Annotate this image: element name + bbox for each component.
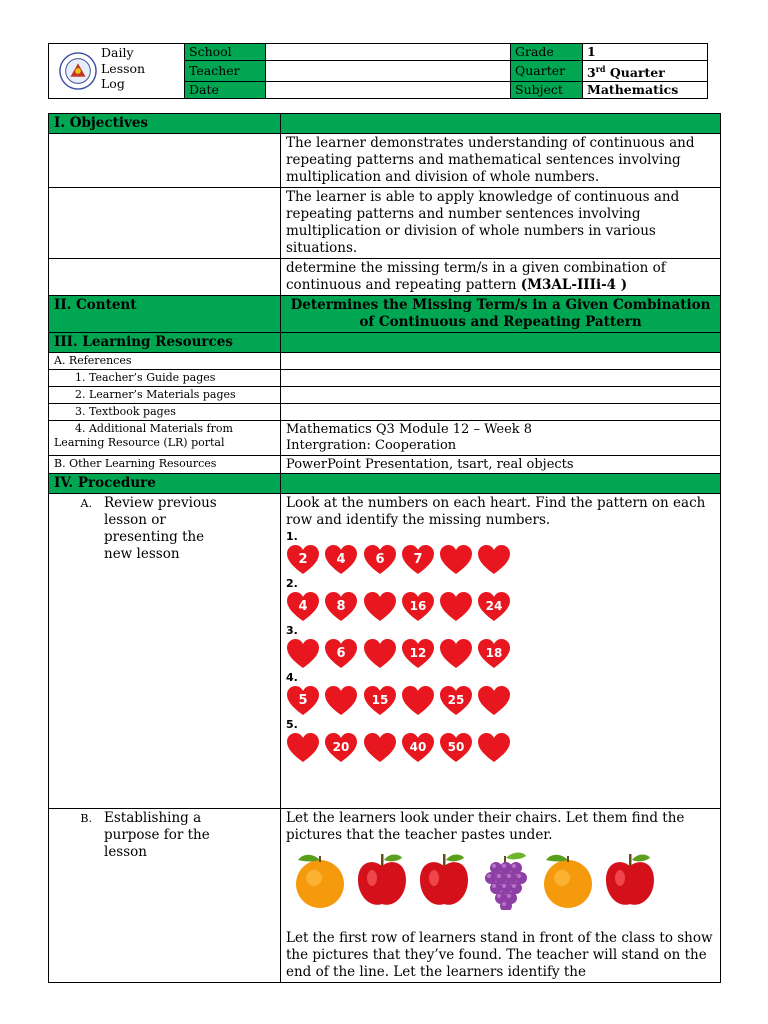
heart-number: 18 (486, 646, 503, 660)
heart-number: 12 (409, 646, 427, 660)
heart-row (286, 732, 715, 764)
heart-icon (477, 591, 511, 623)
additional-materials-value: Mathematics Q3 Module 12 – Week 8 Intergration: Cooperation (281, 421, 721, 456)
heart-number: 8 (336, 599, 346, 614)
heart-icon (439, 685, 473, 717)
grade-value: 1 (583, 44, 708, 61)
heart-row (286, 638, 715, 670)
quarter-label: Quarter (511, 61, 583, 82)
heart-icon (439, 591, 473, 623)
heart-icon (401, 544, 435, 576)
heart-number: 7 (413, 552, 423, 567)
learning-competency: determine the missing term/s in a given combination of continuous and repeating pattern (M3AL-IIIi-4 ) (281, 259, 721, 296)
heart-number: 4 (298, 599, 308, 614)
heart-number: 15 (371, 693, 388, 707)
deped-seal-icon (59, 52, 97, 90)
hearts-activity (286, 531, 715, 764)
objectives-row (49, 114, 721, 134)
heart-icon (401, 685, 435, 717)
content-heading: II. Content (49, 296, 281, 333)
heart-number: 5 (298, 693, 308, 708)
school-label: School (185, 44, 266, 61)
procedure-a-content: Look at the numbers on each heart. Find the pattern on each row and identify the missing numbers. 1. 2 4 6 7 2. 4 8 16 24 3. 6 12 18 4. 5 15 25 5. 20 40 50 (281, 494, 721, 809)
heart-row-number: 1. (286, 530, 298, 543)
apple-icon (352, 848, 412, 910)
subject-value: Mathematics (583, 82, 708, 99)
heart-icon (324, 638, 358, 670)
heart-number: 16 (409, 599, 427, 613)
heart-icon (286, 732, 320, 764)
orange-icon (538, 848, 598, 910)
heart-icon (477, 685, 511, 717)
heart-row (286, 544, 715, 576)
heart-icon (439, 732, 473, 764)
heart-icon (439, 544, 473, 576)
content-title: Determines the Missing Term/s in a Given Combination of Continuous and Repeating Pattern (281, 296, 721, 333)
heart-icon (363, 638, 397, 670)
heart-icon (286, 638, 320, 670)
performance-standard: The learner is able to apply knowledge of continuous and repeating patterns and number sentences involving multiplication or division of whole numbers in various situations. (281, 188, 721, 259)
date-value (266, 82, 511, 99)
fruit-pictures (290, 848, 715, 910)
heart-icon (439, 638, 473, 670)
heart-icon (401, 732, 435, 764)
heart-number: 2 (298, 552, 308, 567)
heart-row-number: 2. (286, 577, 298, 590)
procedure-b-label: B. Establishing a purpose for the lesson (49, 809, 281, 983)
teacher-value (266, 61, 511, 82)
teachers-guide-label: 1. Teacher’s Guide pages (49, 370, 281, 387)
heart-number: 6 (375, 552, 385, 567)
quarter-value: 3rd Quarter (583, 61, 708, 82)
heart-icon (363, 544, 397, 576)
grade-label: Grade (511, 44, 583, 61)
lesson-table (48, 113, 721, 983)
heart-icon (324, 732, 358, 764)
heart-icon (477, 732, 511, 764)
objectives-heading: I. Objectives (49, 114, 281, 134)
heart-icon (324, 591, 358, 623)
other-resources-value: PowerPoint Presentation, tsart, real objects (281, 456, 721, 474)
heart-number: 50 (447, 740, 465, 754)
heart-icon (286, 591, 320, 623)
apple-icon (600, 848, 660, 910)
heart-icon (324, 685, 358, 717)
heart-icon (363, 732, 397, 764)
heart-number: 24 (486, 599, 503, 613)
heart-number: 4 (336, 552, 346, 567)
heart-row-number: 4. (286, 671, 298, 684)
heart-number: 20 (332, 740, 350, 754)
apple-icon (414, 848, 474, 910)
heart-icon (363, 685, 397, 717)
heart-row-number: 5. (286, 718, 298, 731)
textbook-label: 3. Textbook pages (49, 404, 281, 421)
other-resources-label: B. Other Learning Resources (49, 456, 281, 474)
additional-materials-label: 4. Additional Materials from Learning Resource (LR) portal (49, 421, 281, 456)
heart-number: 6 (336, 646, 346, 661)
heart-number: 25 (447, 693, 465, 707)
header-table (184, 43, 708, 99)
school-value (266, 44, 511, 61)
heart-row (286, 591, 715, 623)
orange-icon (290, 848, 350, 910)
daily-lesson-log-title: Daily Lesson Log (101, 45, 146, 91)
date-label: Date (185, 82, 266, 99)
heart-icon (286, 544, 320, 576)
procedure-a-label: A. Review previous lesson or presenting the new lesson (49, 494, 281, 809)
references-label: A. References (49, 353, 281, 370)
subject-label: Subject (511, 82, 583, 99)
heart-icon (324, 544, 358, 576)
learners-materials-label: 2. Learner’s Materials pages (49, 387, 281, 404)
heart-icon (401, 591, 435, 623)
resources-heading: III. Learning Resources (49, 333, 281, 353)
header-block (48, 43, 186, 99)
heart-icon (477, 544, 511, 576)
content-standard: The learner demonstrates understanding of continuous and repeating patterns and mathematical sentences involving multiplication and division of whole numbers. (281, 134, 721, 188)
heart-number: 40 (409, 740, 427, 754)
teacher-label: Teacher (185, 61, 266, 82)
procedure-b-content: Let the learners look under their chairs. Let them find the pictures that the teacher pastes under. Let the first row of learners stand in front of the class to show the pictures that they’ve found. The teacher will stand on the end of the line. Let the learners identify the (281, 809, 721, 983)
heart-icon (286, 685, 320, 717)
heart-icon (477, 638, 511, 670)
heart-row-number: 3. (286, 624, 298, 637)
heart-row (286, 685, 715, 717)
heart-icon (401, 638, 435, 670)
heart-icon (363, 591, 397, 623)
procedure-heading: IV. Procedure (49, 474, 281, 494)
grapes-icon (476, 848, 536, 910)
